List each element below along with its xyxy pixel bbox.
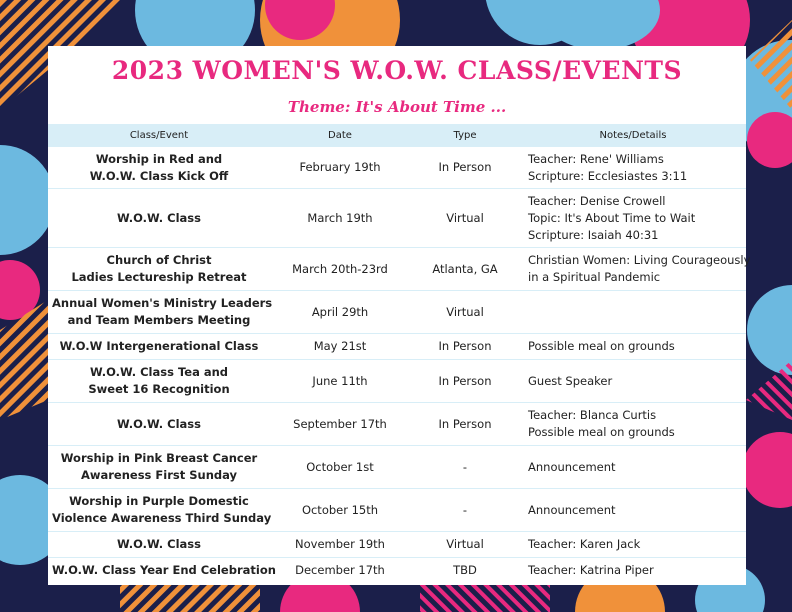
event-cell-line: Awareness First Sunday — [80, 468, 238, 482]
notes-cell — [520, 446, 746, 489]
event-cell — [48, 403, 270, 446]
notes-cell-line: in a Spiritual Pandemic — [528, 270, 661, 284]
notes-cell-line: Scripture: Ecclesiastes 3:11 — [528, 168, 688, 183]
event-cell-line: Ladies Lectureship Retreat — [71, 270, 247, 284]
notes-cell — [520, 291, 746, 334]
date-cell: March 19th — [270, 189, 410, 248]
notes-cell-line: Teacher: Karen Jack — [528, 537, 641, 551]
table-row — [48, 334, 746, 360]
type-cell: Virtual — [410, 291, 520, 334]
notes-cell — [520, 334, 746, 360]
event-cell-line: Violence Awareness Third Sunday — [52, 511, 272, 525]
type-cell: In Person — [410, 334, 520, 360]
type-cell: TBD — [410, 558, 520, 584]
column-header-notes: Notes/Details — [520, 124, 746, 147]
theme-subtitle: Theme: It's About Time ... — [287, 98, 507, 116]
table-row — [48, 291, 746, 334]
event-cell-line: Worship in Pink Breast Cancer — [60, 451, 258, 465]
notes-cell-line: Christian Women: Living Courageously — [528, 253, 751, 267]
notes-cell-line: Topic: It's About Time to Wait — [528, 210, 696, 225]
event-cell-line: W.O.W. Class Tea and — [89, 365, 229, 379]
notes-cell — [520, 403, 746, 446]
notes-cell-line: Announcement — [528, 502, 616, 517]
notes-cell — [520, 147, 746, 189]
table-row — [48, 558, 746, 584]
event-cell — [48, 291, 273, 334]
event-cell-line: W.O.W. Class Year End Celebration — [52, 563, 276, 578]
notes-cell — [520, 360, 746, 403]
date-cell: April 29th — [270, 291, 410, 334]
event-cell — [48, 189, 270, 248]
event-cell-line: Annual Women's Ministry Leaders — [52, 296, 273, 310]
table-row — [48, 532, 746, 558]
notes-cell-line: Possible meal on grounds — [528, 339, 675, 353]
event-cell — [48, 489, 270, 532]
type-cell: Virtual — [410, 532, 520, 558]
notes-cell-line: Possible meal on grounds — [528, 425, 675, 439]
events-card — [48, 46, 751, 585]
date-cell: March 20th-23rd — [270, 248, 410, 291]
notes-cell-line: Guest Speaker — [528, 373, 613, 388]
event-cell — [48, 558, 276, 584]
type-cell: In Person — [410, 403, 520, 446]
date-cell: October 1st — [270, 446, 410, 489]
type-cell: In Person — [410, 147, 520, 189]
event-cell-line: Sweet 16 Recognition — [88, 382, 230, 396]
event-cell — [48, 360, 270, 403]
notes-cell-line: Teacher: Blanca Curtis — [528, 408, 657, 422]
notes-cell-line: Teacher: Denise Crowell — [528, 193, 666, 208]
event-cell — [48, 446, 270, 489]
table-row — [48, 360, 746, 403]
notes-cell-line: Announcement — [528, 459, 616, 474]
notes-cell-line: Scripture: Isaiah 40:31 — [528, 227, 659, 242]
date-cell: May 21st — [270, 334, 410, 360]
column-header-event: Class/Event — [48, 124, 270, 147]
event-cell-line: W.O.W. Class — [117, 210, 201, 225]
event-cell-line: and Team Members Meeting — [67, 313, 251, 327]
date-cell: November 19th — [270, 532, 410, 558]
table-header-row — [48, 124, 746, 147]
event-cell-line: W.O.W. Class — [117, 416, 201, 431]
date-cell: December 17th — [270, 558, 410, 584]
table-row — [48, 189, 746, 248]
table-row — [48, 403, 746, 446]
date-cell: September 17th — [270, 403, 410, 446]
column-header-type: Type — [410, 124, 520, 147]
date-cell: February 19th — [270, 147, 410, 189]
notes-cell — [520, 248, 751, 291]
table-row — [48, 248, 746, 291]
type-cell: - — [410, 489, 520, 532]
table-row — [48, 446, 746, 489]
notes-cell — [520, 189, 746, 248]
event-cell — [48, 147, 270, 189]
event-cell — [48, 532, 270, 558]
table-row — [48, 489, 746, 532]
events-table — [48, 124, 751, 584]
event-cell-line: W.O.W. Class Kick Off — [89, 168, 229, 183]
type-cell: Atlanta, GA — [410, 248, 520, 291]
event-cell-line: Church of Christ — [106, 253, 212, 267]
event-cell-line: W.O.W. Class — [117, 537, 201, 551]
type-cell: In Person — [410, 360, 520, 403]
page-title: 2023 WOMEN'S W.O.W. CLASS/EVENTS — [111, 56, 683, 85]
date-cell: October 15th — [270, 489, 410, 532]
event-cell — [48, 248, 270, 291]
notes-cell-line: Teacher: Rene' Williams — [528, 151, 664, 166]
table-row — [48, 147, 746, 189]
event-cell-line: Worship in Purple Domestic — [69, 494, 249, 508]
date-cell: June 11th — [270, 360, 410, 403]
type-cell: Virtual — [410, 189, 520, 248]
event-cell-line: W.O.W Intergenerational Class — [59, 339, 259, 353]
notes-cell — [520, 532, 746, 558]
notes-cell-line: Teacher: Katrina Piper — [528, 563, 654, 578]
notes-cell — [520, 558, 746, 584]
event-cell — [48, 334, 270, 360]
notes-cell — [520, 489, 746, 532]
column-header-date: Date — [270, 124, 410, 147]
event-cell-line: Worship in Red and — [95, 151, 223, 166]
type-cell: - — [410, 446, 520, 489]
